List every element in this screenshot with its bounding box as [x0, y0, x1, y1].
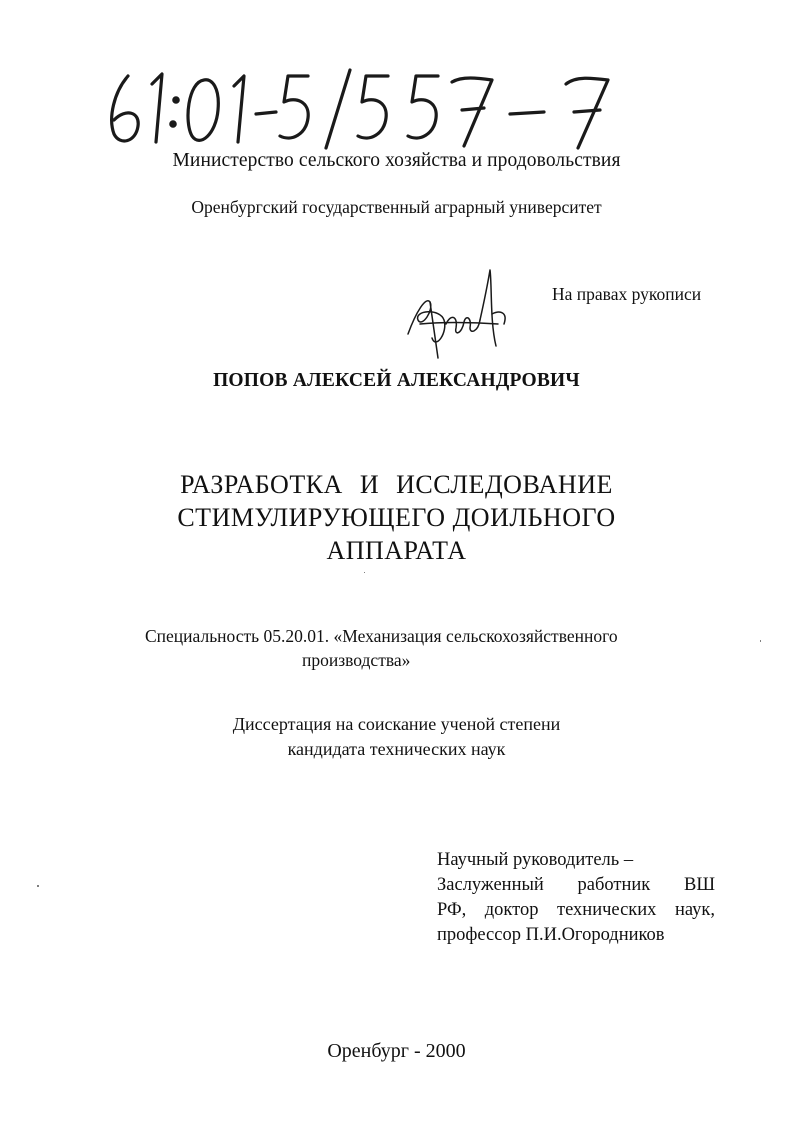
scan-speck — [760, 640, 761, 642]
author-signature — [400, 262, 520, 367]
city-and-year: Оренбург - 2000 — [327, 1040, 466, 1062]
speciality — [145, 624, 665, 672]
dissertation-title — [0, 468, 793, 567]
degree-statement — [0, 712, 793, 762]
scan-speck — [37, 885, 39, 887]
supervisor-line-3: РФ, доктор технических наук, — [437, 900, 715, 920]
degree-line-1: Диссертация на соискание ученой степени — [232, 714, 561, 734]
speciality-line-1: Специальность 05.20.01. «Механизация сельскохозяйственного — [145, 626, 618, 646]
supervisor-line-1: Научный руководитель – — [437, 850, 634, 870]
supervisor-line-4: профессор П.И.Огородников — [437, 925, 665, 945]
rights-notice: На правах рукописи — [552, 284, 702, 304]
speciality-line-2: производства» — [302, 650, 411, 670]
title-line-2: СТИМУЛИРУЮЩЕГО ДОИЛЬНОГО — [177, 503, 616, 532]
degree-line-2: кандидата технических наук — [287, 739, 506, 759]
handwritten-code-strokes — [100, 62, 620, 152]
ministry-name: Министерство сельского хозяйства и продовольствия — [172, 150, 621, 171]
title-line-3: АППАРАТА — [326, 536, 467, 565]
scientific-supervisor — [437, 848, 715, 948]
university-name: Оренбургский государственный аграрный университет — [191, 197, 602, 217]
supervisor-line-2: Заслуженный работник ВШ — [437, 875, 715, 895]
title-line-1: РАЗРАБОТКА И ИССЛЕДОВАНИЕ — [180, 470, 613, 499]
author-name: ПОПОВ АЛЕКСЕЙ АЛЕКСАНДРОВИЧ — [213, 370, 580, 391]
scan-speck — [364, 572, 365, 573]
handwritten-archive-code — [100, 62, 620, 152]
signature-strokes — [400, 262, 520, 367]
